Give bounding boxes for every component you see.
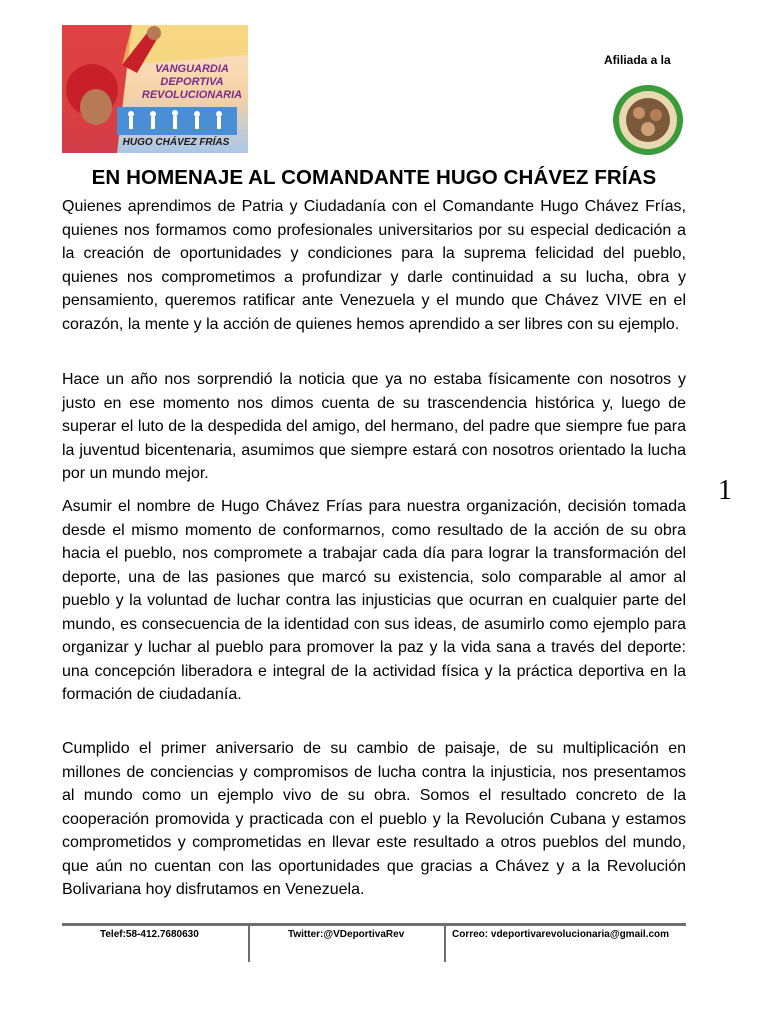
- logo-text-line4: HUGO CHÁVEZ FRÍAS: [122, 137, 230, 148]
- world-sport-network-badge-icon: [611, 83, 685, 157]
- affiliate-label: Afiliada a la: [604, 53, 671, 67]
- footer-phone: Telef:58-412.7680630: [100, 929, 199, 940]
- document-title: EN HOMENAJE AL COMANDANTE HUGO CHÁVEZ FRÍAS: [91, 166, 657, 189]
- athletes-silhouettes-icon: [117, 107, 237, 135]
- paragraph-1: Quienes aprendimos de Patria y Ciudadanía con el Comandante Hugo Chávez Frías, quienes nos formamos como profesionales universitarios por su especial dedicación a la creación de oportunidades y condiciones para la suprema felicidad del pueblo, quienes nos comprometimos a profundizar y darle continuidad a su lucha, obra y pensamiento, queremos ratificar ante Venezuela y el mundo que Chávez VIVE en el corazón, la mente y la acción de quienes hemos aprendido a ser libres con su ejemplo.: [62, 198, 686, 333]
- logo-text-line3: REVOLUCIONARIA: [141, 89, 243, 101]
- footer-divider: [62, 923, 686, 926]
- footer-separator: [444, 926, 446, 962]
- footer-separator: [248, 926, 250, 962]
- logo-text-line2: DEPORTIVA: [160, 76, 224, 88]
- paragraph-3: Asumir el nombre de Hugo Chávez Frías para nuestra organización, decisión tomada desde el mismo momento de conformarnos, como resultado de la acción de su obra hacia el pueblo, nos compromete a trabajar cada día para lograr la transformación del deporte, una de las pasiones que marcó su existencia, solo comparable al amor al pueblo y la voluntad de luchar contra las injusticias que ocurran en cualquier parte del mundo, es consecuencia de la identidad con sus ideas, de asumirlo como ejemplo para organizar y luchar al pueblo para promover la paz y la vida sana a través del deporte: una concepción liberadora e integral de la actividad física y la práctica deportiva en la formación de ciudadanía.: [62, 498, 686, 703]
- paragraph-4: Cumplido el primer aniversario de su cambio de paisaje, de su multiplicación en millones de conciencias y compromisos de lucha contra la injusticia, nos presentamos al mundo como un ejemplo vivo de su obra. Somos el resultado concreto de la cooperación promovida y practicada con el pueblo y la Revolución Cubana y estamos comprometidos y comprometidas en llevar este resultado a otros pueblos del mundo, que aún no cuentan con las oportunidades que gracias a Chávez y a la Revolución Bolivariana hoy disfrutamos en Venezuela.: [62, 740, 686, 898]
- logo-text-line1: VANGUARDIA: [155, 63, 229, 75]
- page-number: 1: [718, 475, 732, 506]
- footer-email: Correo: vdeportivarevolucionaria@gmail.com: [452, 929, 670, 940]
- paragraph-2: Hace un año nos sorprendió la noticia que ya no estaba físicamente con nosotros y justo en ese momento nos dimos cuenta de su trascendencia histórica y, luego de superar el luto de la despedida del amigo, del hermano, del padre que siempre fue para la juventud bicentenaria, asumimos que siempre estará con nosotros orientado la lucha por un mundo mejor.: [62, 371, 686, 482]
- organization-logo: [62, 25, 248, 153]
- footer-twitter: Twitter:@VDeportivaRev: [288, 929, 405, 940]
